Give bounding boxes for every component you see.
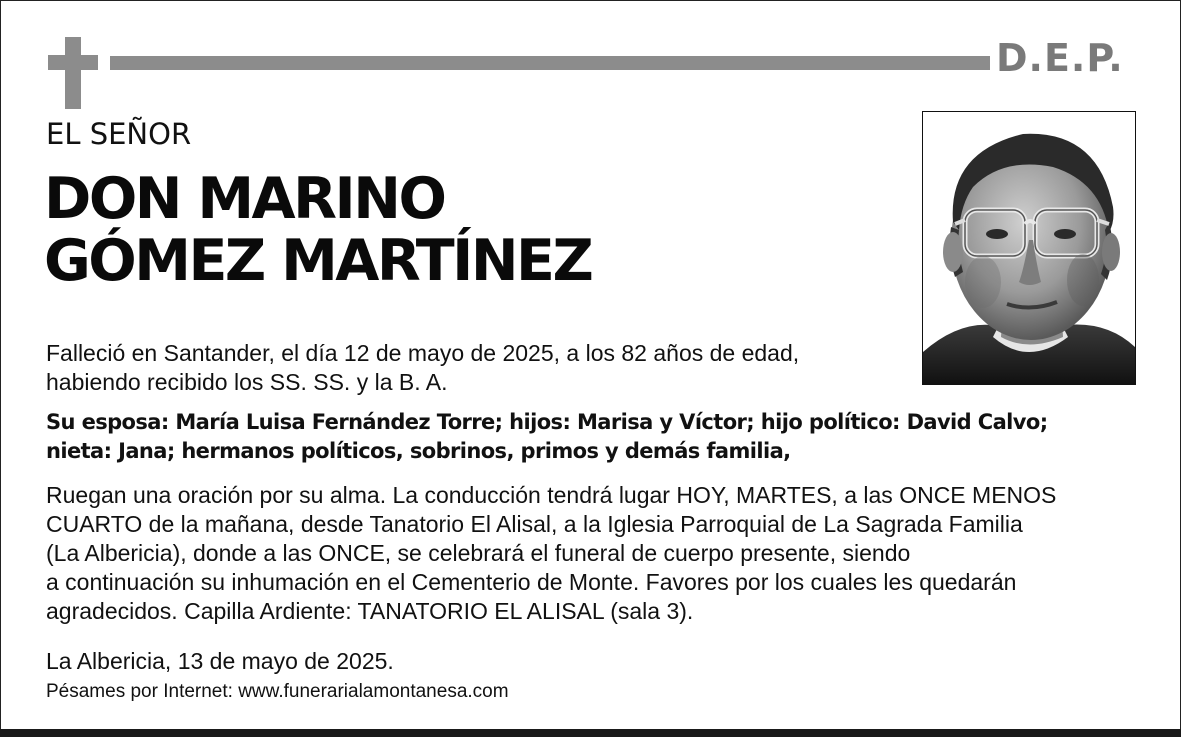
deceased-name — [44, 168, 591, 292]
family-line: nieta: Jana; hermanos políticos, sobrinos, primos y demás familia, — [46, 439, 791, 463]
bottom-rule — [0, 729, 1181, 737]
cross-icon — [48, 37, 98, 109]
name-line-1: DON MARINO — [44, 166, 445, 232]
ceremony-line: a continuación su inhumación en el Cementerio de Monte. Favores por los cuales les quedarán — [46, 569, 1017, 595]
condolences-link: Pésames por Internet: www.funerarialamontanesa.com — [46, 681, 509, 702]
ceremony-line: agradecidos. Capilla Ardiente: TANATORIO EL ALISAL (sala 3). — [46, 598, 694, 624]
name-line-2: GÓMEZ MARTÍNEZ — [44, 228, 592, 294]
death-line: habiendo recibido los SS. SS. y la B. A. — [46, 369, 448, 395]
ceremony-line: CUARTO de la mañana, desde Tanatorio El Alisal, a la Iglesia Parroquial de La Sagrada Familia — [46, 511, 1023, 537]
ceremony-line: (La Albericia), donde a las ONCE, se celebrará el funeral de cuerpo presente, siendo — [46, 540, 911, 566]
place-date: La Albericia, 13 de mayo de 2025. — [46, 648, 394, 674]
header-rule — [110, 56, 990, 70]
title-prefix: EL SEÑOR — [46, 117, 192, 151]
ceremony-line: Ruegan una oración por su alma. La conducción tendrá lugar HOY, MARTES, a las ONCE MENOS — [46, 482, 1057, 508]
ceremony-details — [46, 481, 1156, 626]
family-line: Su esposa: María Luisa Fernández Torre; hijos: Marisa y Víctor; hijo político: David Calvo; — [46, 410, 1048, 434]
death-announcement — [46, 339, 1156, 397]
family-list — [46, 408, 1156, 466]
dep-label: D.E.P. — [996, 36, 1124, 80]
death-line: Falleció en Santander, el día 12 de mayo de 2025, a los 82 años de edad, — [46, 340, 800, 366]
